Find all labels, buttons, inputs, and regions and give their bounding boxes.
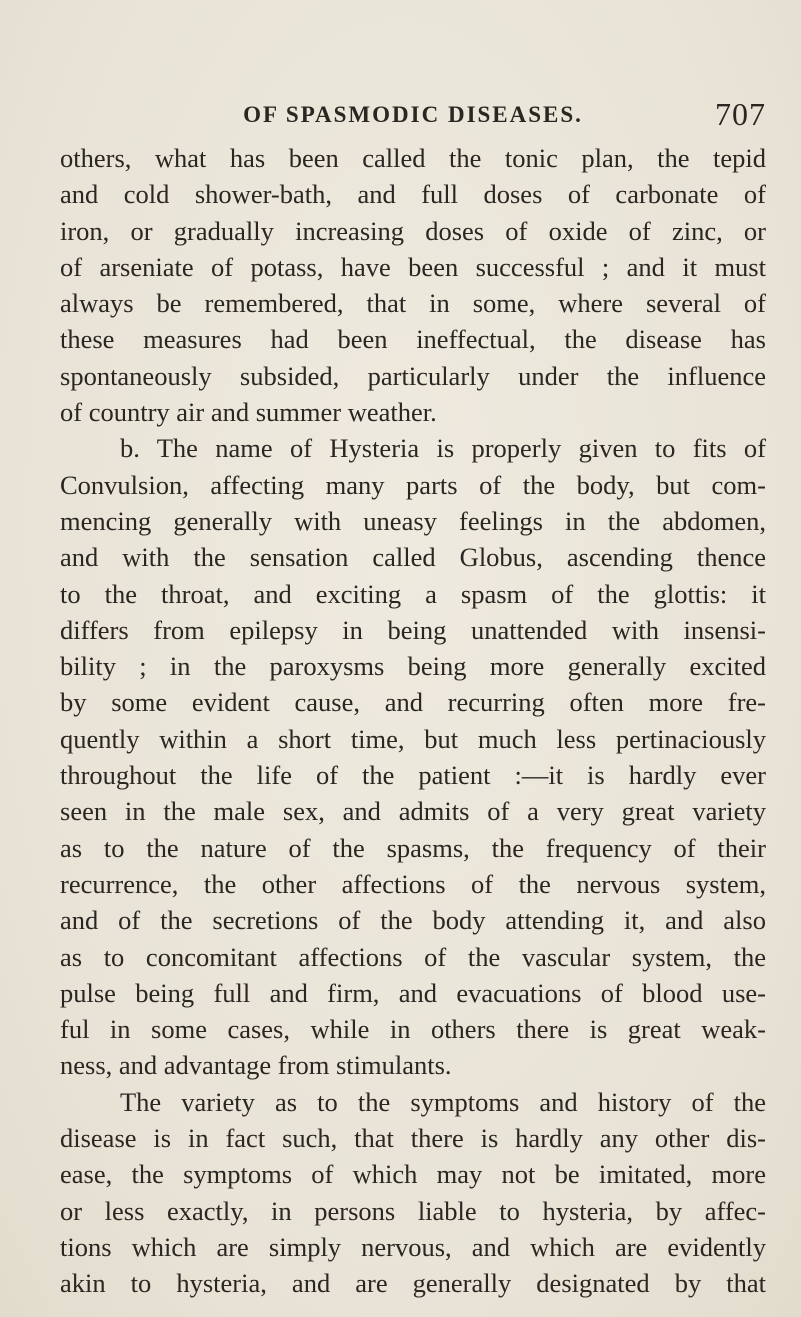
text-line: mencing generally with uneasy feelings in the abdomen, (60, 505, 766, 536)
text-line: pulse being full and firm, and evacuations of blood use- (60, 977, 766, 1008)
page-number: 707 (715, 96, 766, 132)
body-text (60, 140, 766, 1302)
text-line: iron, or gradually increasing doses of oxide of zinc, or (60, 215, 766, 246)
text-line: The variety as to the symptoms and history of the (120, 1086, 766, 1117)
text-line: bility ; in the paroxysms being more generally excited (60, 651, 766, 682)
text-line: throughout the life of the patient :—it is hardly ever (60, 760, 766, 791)
text-line: Convulsion, affecting many parts of the body, but com- (60, 469, 766, 500)
running-title: OF SPASMODIC DISEASES. (243, 102, 583, 127)
text-line: differs from epilepsy in being unattended with insensi- (60, 614, 766, 645)
text-line: ness, and advantage from stimulants. (60, 1050, 452, 1081)
text-line: of arseniate of potass, have been successful ; and it must (60, 251, 766, 282)
text-line: to the throat, and exciting a spasm of the glottis: it (60, 578, 766, 609)
text-line: ful in some cases, while in others there is great weak- (60, 1014, 766, 1045)
text-line: quently within a short time, but much less pertinaciously (60, 723, 766, 754)
text-line: disease is in fact such, that there is hardly any other dis- (60, 1123, 766, 1154)
text-line: recurrence, the other affections of the nervous system, (60, 868, 766, 899)
running-head (60, 96, 766, 132)
text-line: by some evident cause, and recurring often more fre- (60, 687, 766, 718)
text-line: and with the sensation called Globus, ascending thence (60, 542, 766, 573)
text-line: ease, the symptoms of which may not be imitated, more (60, 1159, 766, 1190)
text-line: tions which are simply nervous, and which are evidently (60, 1231, 766, 1262)
text-line: or less exactly, in persons liable to hysteria, by affec- (60, 1195, 766, 1226)
text-line: as to the nature of the spasms, the frequency of their (60, 832, 766, 863)
text-line: as to concomitant affections of the vascular system, the (60, 941, 766, 972)
text-line: seen in the male sex, and admits of a very great variety (60, 796, 766, 827)
text-line: of country air and summer weather. (60, 397, 437, 428)
text-line: these measures had been ineffectual, the disease has (60, 324, 766, 355)
text-line: and of the secretions of the body attending it, and also (60, 905, 766, 936)
text-line: others, what has been called the tonic plan, the tepid (60, 143, 766, 173)
text-line: b. The name of Hysteria is properly given to fits of (120, 433, 766, 464)
text-line: akin to hysteria, and are generally designated by that (60, 1268, 766, 1299)
text-line: and cold shower-bath, and full doses of carbonate of (60, 179, 766, 210)
text-line: spontaneously subsided, particularly under the influence (60, 360, 766, 391)
text-line: always be remembered, that in some, where several of (60, 288, 766, 319)
